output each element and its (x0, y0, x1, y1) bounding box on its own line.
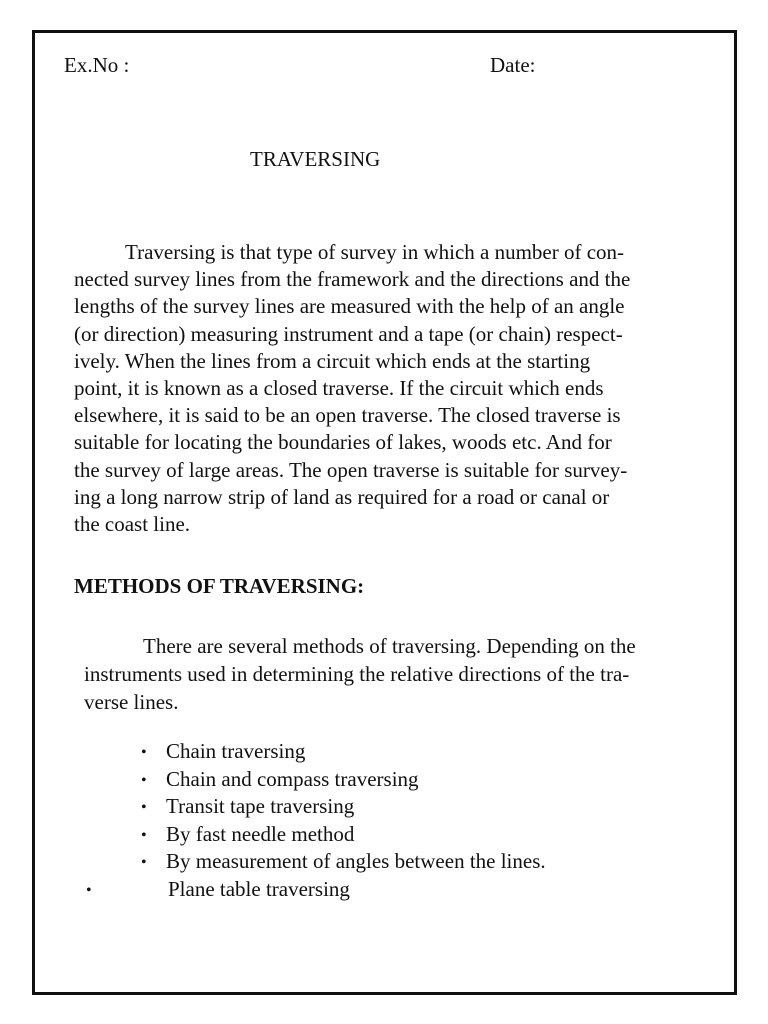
list-item-label: By fast needle method (166, 821, 355, 846)
intro-paragraph (74, 239, 692, 538)
text-line: lengths of the survey lines are measured with the help of an angle (74, 294, 625, 319)
list-item-label: Transit tape traversing (166, 794, 355, 819)
text-line: verse lines. (84, 690, 179, 714)
bullet-icon: • (141, 744, 147, 761)
bullet-icon: • (141, 771, 147, 789)
text-line: point, it is known as a closed traverse. If the circuit which ends (74, 376, 604, 401)
list-item-label: Chain and compass traversing (166, 766, 419, 791)
text-line: ively. When the lines from a circuit which ends at the starting (74, 348, 591, 373)
section-heading: METHODS OF TRAVERSING: (74, 574, 365, 598)
text-line: instruments used in determining the relative directions of the tra- (84, 662, 630, 686)
bullet-icon: • (141, 799, 147, 817)
text-line: the coast line. (74, 512, 191, 537)
text-line: the survey of large areas. The open traverse is suitable for survey- (74, 457, 628, 482)
methods-intro-paragraph (84, 632, 692, 716)
text-line: Traversing is that type of survey in which a number of con- (125, 240, 625, 264)
list-item-label: By measurement of angles between the lines. (166, 849, 546, 874)
text-line: (or direction) measuring instrument and a tape (or chain) respect- (74, 321, 623, 346)
list-item-label: Plane table traversing (168, 877, 350, 901)
text-line: nected survey lines from the framework and the directions and the (74, 267, 631, 292)
text-line: ing a long narrow strip of land as required for a road or canal or (74, 484, 610, 509)
bullet-icon: • (141, 826, 147, 844)
list-item-label: Chain traversing (166, 739, 306, 763)
text-line: elsewhere, it is said to be an open traverse. The closed traverse is (74, 403, 621, 428)
text-line: suitable for locating the boundaries of lakes, woods etc. And for (74, 430, 612, 455)
bullet-icon: • (141, 854, 147, 872)
text-line: There are several methods of traversing. Depending on the (143, 634, 636, 658)
exercise-number-label: Ex.No : (64, 53, 130, 77)
bullet-icon: • (86, 882, 92, 899)
document-title: TRAVERSING (250, 147, 381, 171)
date-label: Date: (490, 53, 536, 77)
